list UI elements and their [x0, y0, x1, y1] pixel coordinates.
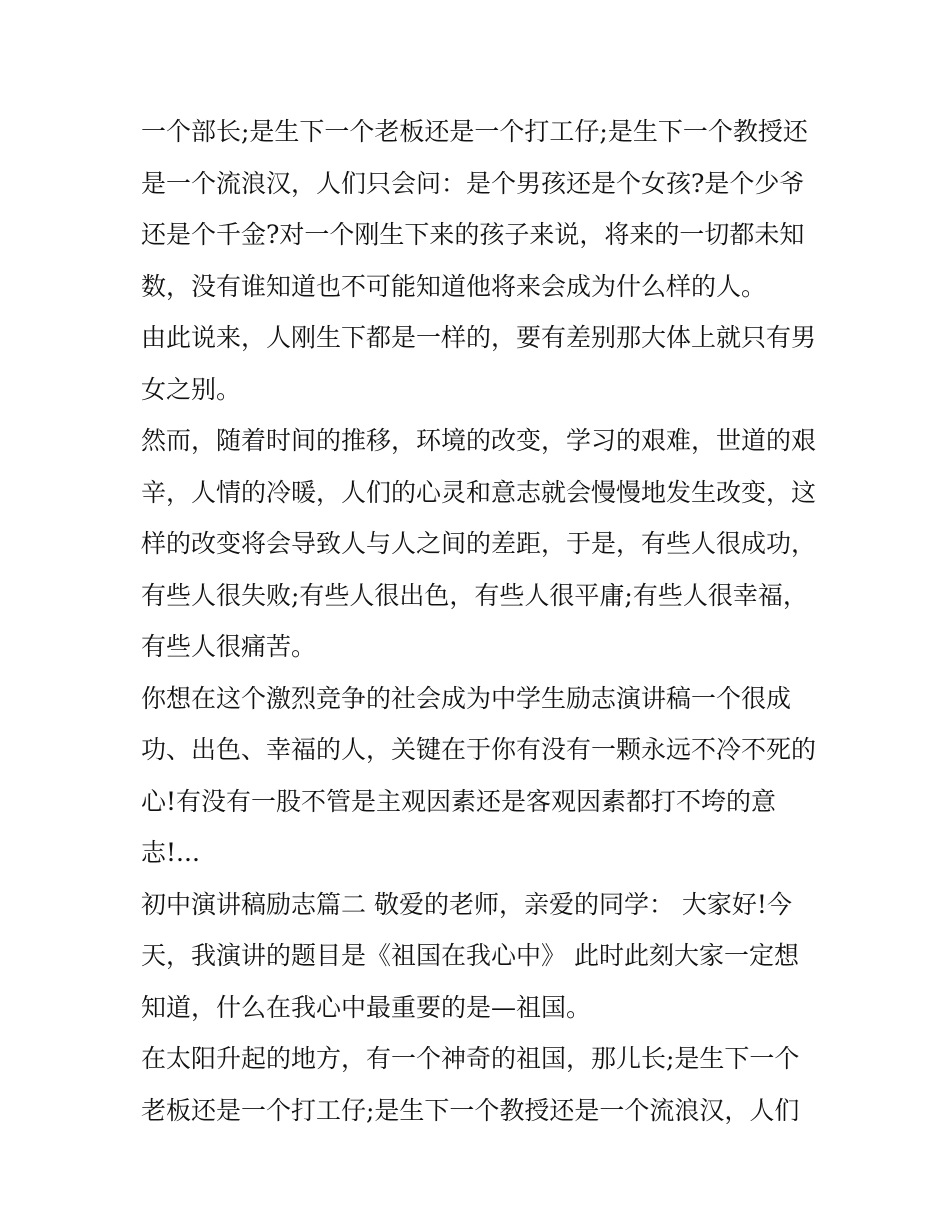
text-line: 辛，人情的冷暖，人们的心灵和意志就会慢慢地发生改变，这	[141, 477, 817, 507]
text-line: 老板还是一个打工仔;是生下一个教授还是一个流浪汉，人们	[141, 1095, 800, 1125]
text-line: 女之别。	[141, 374, 242, 404]
text-line: 由此说来，人刚生下都是一样的，要有差别那大体上就只有男	[141, 323, 817, 352]
text-line: 初中演讲稿励志篇二 敬爱的老师，亲爱的同学： 大家好!今	[141, 889, 792, 919]
body-text	[141, 106, 821, 1136]
text-line: 功、出色、幸福的人，关键在于你有没有一颗永远不冷不死的	[141, 735, 817, 764]
text-line: 是一个流浪汉，人们只会问：是个男孩还是个女孩?是个少爷	[141, 168, 805, 198]
text-line: 有些人很痛苦。	[141, 632, 317, 661]
text-line: 然而，随着时间的推移，环境的改变，学习的艰难，世道的艰	[141, 426, 817, 455]
text-line: 一个部长;是生下一个老板还是一个打工仔;是生下一个教授还	[141, 117, 808, 146]
text-line: 样的改变将会导致人与人之间的差距，于是，有些人很成功，	[141, 529, 817, 558]
text-line: 你想在这个激烈竞争的社会成为中学生励志演讲稿一个很成	[141, 683, 792, 713]
text-line: 心!有没有一股不管是主观因素还是客观因素都打不垮的意	[141, 786, 777, 816]
text-line: 还是个千金?对一个刚生下来的孩子来说，将来的一切都未知	[141, 220, 805, 249]
text-line: 知道，什么在我心中最重要的是—祖国。	[141, 992, 592, 1022]
text-line: 天，我演讲的题目是《祖国在我心中》 此时此刻大家一定想	[141, 941, 799, 970]
text-line: 数，没有谁知道也不可能知道他将来会成为什么样的人。	[141, 271, 767, 301]
text-line: 在太阳升起的地方，有一个神奇的祖国，那儿长;是生下一个	[141, 1044, 800, 1073]
text-line: 有些人很失败;有些人很出色，有些人很平庸;有些人很幸福，	[141, 580, 808, 610]
text-line: 志!...	[141, 838, 200, 867]
